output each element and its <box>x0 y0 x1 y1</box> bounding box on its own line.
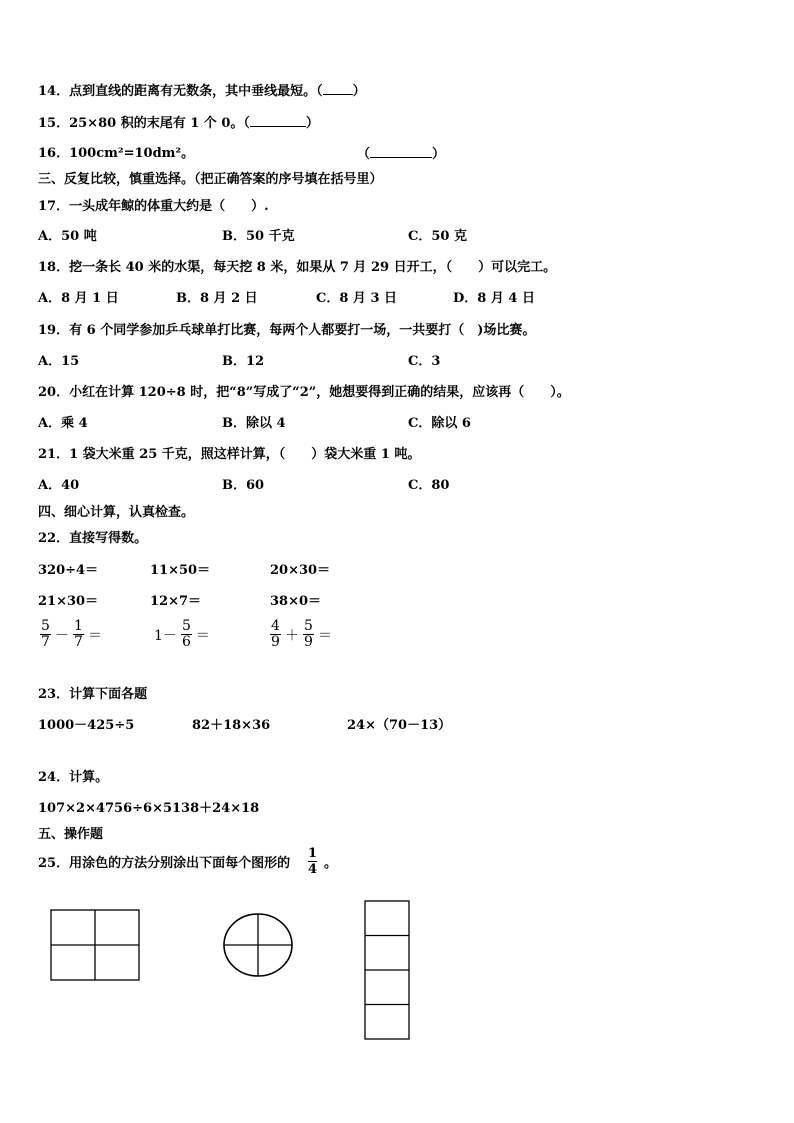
option-c[interactable]: C．3 <box>408 354 441 369</box>
option-a[interactable]: A．40 <box>38 478 80 493</box>
calc-item: 12×7＝ <box>150 594 202 609</box>
calc-item: 11×50＝ <box>150 563 211 578</box>
question-16-text: 16．100cm²=10dm²。 <box>38 146 195 161</box>
option-c[interactable]: C．50 克 <box>408 229 467 244</box>
question-18-text: 18．挖一条长 40 米的水渠，每天挖 8 米，如果从 7 月 29 日开工，（ ）可以完工。 <box>38 260 557 275</box>
calc-item: 38×0＝ <box>270 594 322 609</box>
option-d[interactable]: D．8 月 4 日 <box>453 291 535 306</box>
calc-item: 82＋18×36 <box>192 718 271 733</box>
option-b[interactable]: B．60 <box>222 478 265 493</box>
answer-blank[interactable] <box>323 82 353 95</box>
option-b[interactable]: B．8 月 2 日 <box>176 291 258 306</box>
section-4-heading: 四、细心计算，认真检查。 <box>38 505 195 520</box>
section-3-heading: 三、反复比较，慎重选择。（把正确答案的序号填在括号里） <box>38 172 383 187</box>
fraction-one-quarter: 1 4 <box>308 846 318 877</box>
question-19-text: 19．有 6 个同学参加乒乓球单打比赛，每两个人都要打一场，一共要打（ )场比赛。 <box>38 323 536 338</box>
circle-figure[interactable] <box>222 912 294 978</box>
option-b[interactable]: B．12 <box>222 354 265 369</box>
question-15: 15．25×80 积的末尾有 1 个 0。（ ） <box>38 116 319 131</box>
question-25 <box>38 855 290 873</box>
option-a[interactable]: A．15 <box>38 354 80 369</box>
question-25-end: 。 <box>324 856 338 871</box>
option-a[interactable]: A．乘 4 <box>38 416 88 431</box>
question-22-text: 22．直接写得数。 <box>38 531 148 546</box>
option-c[interactable]: C．80 <box>408 478 450 493</box>
fraction-expression: 1－ 5 6 ＝ <box>154 618 210 650</box>
calc-item: 107×2×4 <box>38 801 106 816</box>
fraction-expression: 5 7 － 1 7 ＝ <box>41 618 102 650</box>
option-b[interactable]: B．50 千克 <box>222 229 295 244</box>
question-20-text: 20．小红在计算 120÷8 时，把“8”写成了“2”，她想要得到正确的结果，应该再（ ）。 <box>38 385 570 400</box>
option-a[interactable]: A．8 月 1 日 <box>38 291 119 306</box>
calc-item: 1000－425÷5 <box>38 718 135 733</box>
calc-item: 320÷4＝ <box>38 563 99 578</box>
question-16-answer: （ ） <box>357 147 446 162</box>
question-25-text: 25．用涂色的方法分别涂出下面每个图形的 <box>38 856 291 871</box>
option-b[interactable]: B．除以 4 <box>222 416 286 431</box>
rectangle-figure[interactable] <box>50 909 140 981</box>
calc-item: 21×30＝ <box>38 594 99 609</box>
option-c[interactable]: C．除以 6 <box>408 416 471 431</box>
calc-item: 24×（70－13） <box>347 718 452 733</box>
calc-item: 756÷6×5 <box>105 801 173 816</box>
fraction-expression: 4 9 ＋ 5 9 ＝ <box>271 618 332 650</box>
question-17-text: 17．一头成年鲸的体重大约是（ ）. <box>38 199 269 214</box>
calc-item: 20×30＝ <box>270 563 331 578</box>
question-14: 14．点到直线的距离有无数条，其中垂线最短。（ ） <box>38 84 366 99</box>
option-c[interactable]: C．8 月 3 日 <box>316 291 398 306</box>
answer-blank[interactable] <box>250 114 306 127</box>
question-24-text: 24．计算。 <box>38 770 109 785</box>
section-5-heading: 五、操作题 <box>38 827 104 842</box>
question-21-text: 21．1 袋大米重 25 千克，照这样计算，（ ）袋大米重 1 吨。 <box>38 447 421 462</box>
option-a[interactable]: A．50 吨 <box>38 229 97 244</box>
column-figure[interactable] <box>364 900 410 1040</box>
question-23-text: 23．计算下面各题 <box>38 687 148 702</box>
question-15-text: 15．25×80 积的末尾有 1 个 0。（ <box>38 116 250 131</box>
calc-item: 138＋24×18 <box>172 801 260 816</box>
question-14-text: 14．点到直线的距离有无数条，其中垂线最短。（ <box>38 84 323 99</box>
answer-blank[interactable] <box>370 145 432 158</box>
